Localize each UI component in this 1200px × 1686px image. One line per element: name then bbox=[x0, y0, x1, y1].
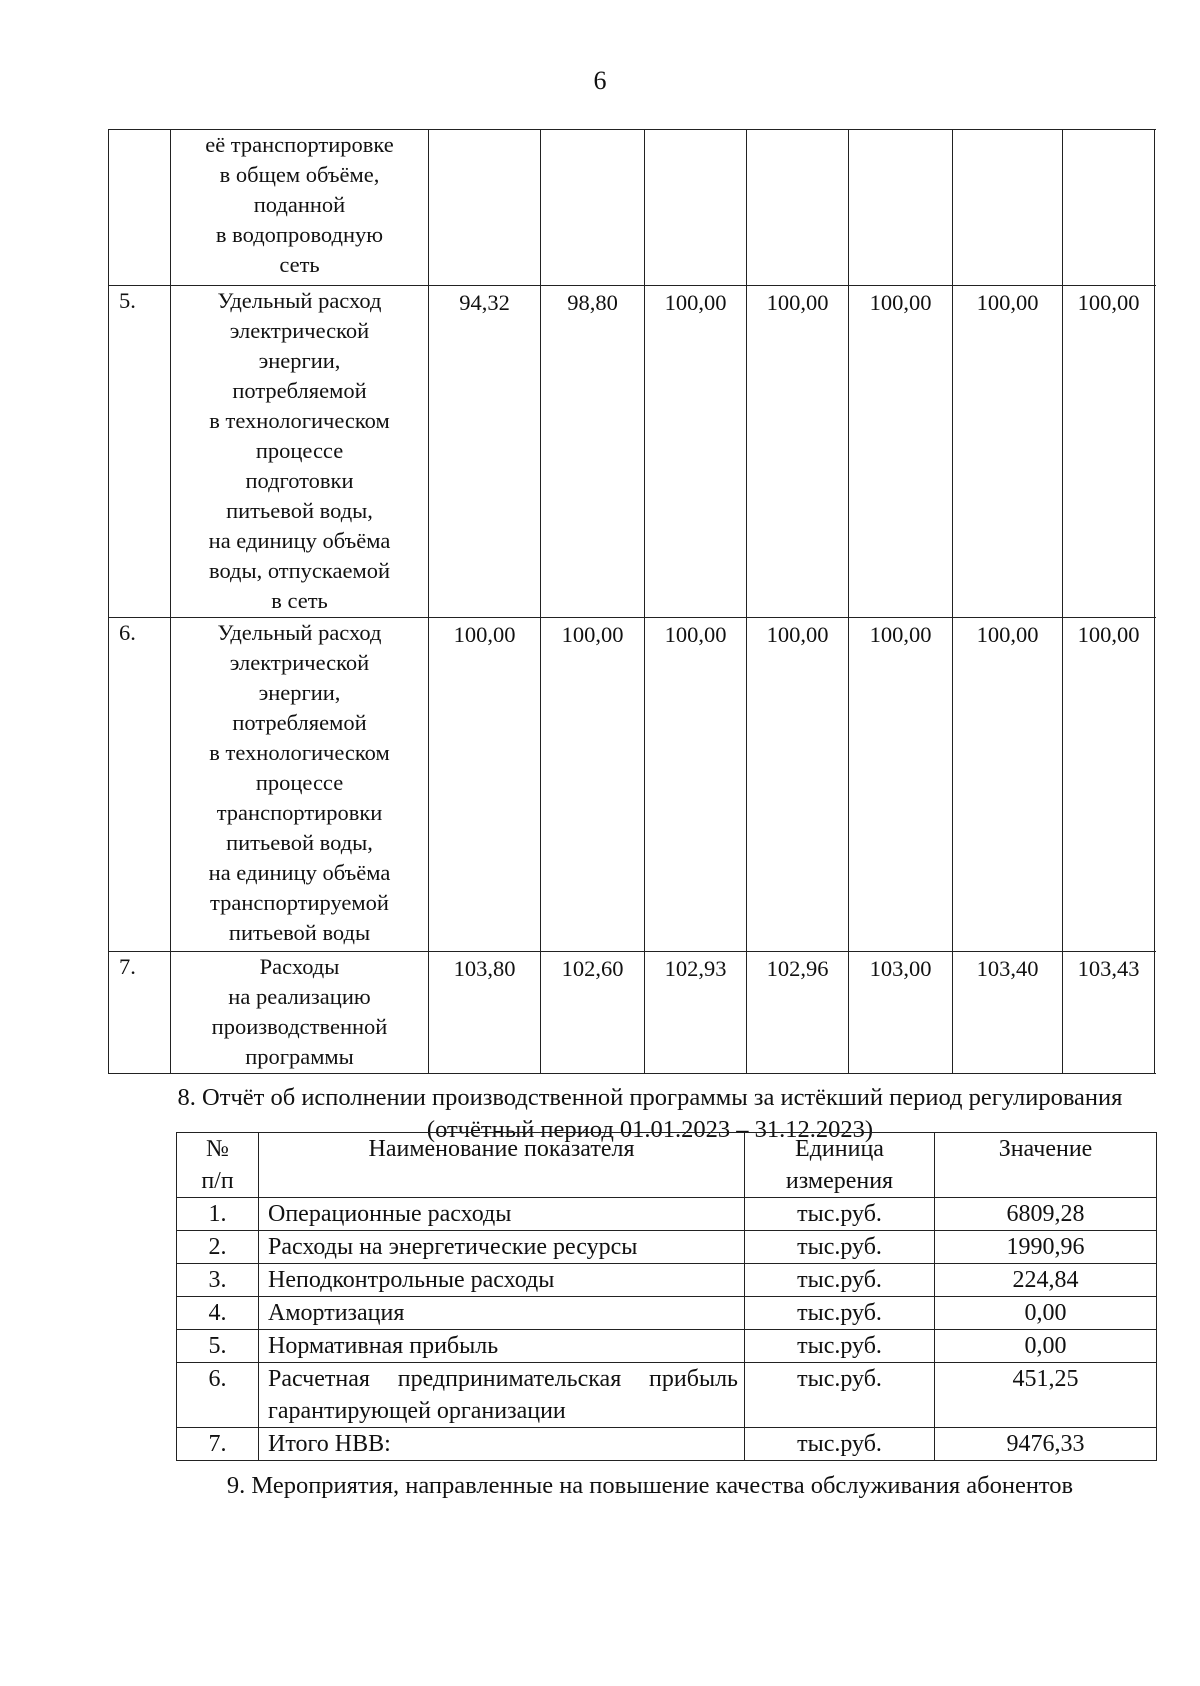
report-table-header-row bbox=[177, 1133, 1157, 1198]
indicator-value bbox=[953, 130, 1063, 286]
indicator-name: её транспортировке в общем объёме, поданной в водопроводную сеть bbox=[171, 130, 429, 286]
report-row-number: 3. bbox=[177, 1264, 259, 1297]
report-row-unit: тыс.руб. bbox=[745, 1297, 935, 1330]
report-row-value: 1990,96 bbox=[935, 1231, 1157, 1264]
indicator-value: 100,00 bbox=[953, 286, 1063, 618]
indicator-row bbox=[109, 618, 1155, 952]
report-row bbox=[177, 1198, 1157, 1231]
indicator-value: 103,40 bbox=[953, 952, 1063, 1074]
indicator-value: 100,00 bbox=[953, 618, 1063, 952]
report-row bbox=[177, 1363, 1157, 1428]
report-row-value: 224,84 bbox=[935, 1264, 1157, 1297]
report-row-number: 5. bbox=[177, 1330, 259, 1363]
indicators-table-body bbox=[109, 130, 1155, 1074]
section-8-heading: 8. Отчёт об исполнении производственной программы за истёкший период регулирования (отчётный период 01.01.2023 – 31.12.2023) bbox=[177, 1084, 1123, 1143]
report-row-number: 7. bbox=[177, 1428, 259, 1461]
report-row-name: Амортизация bbox=[259, 1297, 745, 1330]
indicator-row bbox=[109, 286, 1155, 618]
indicator-row bbox=[109, 952, 1155, 1074]
indicator-value bbox=[849, 130, 953, 286]
indicator-value: 100,00 bbox=[747, 618, 849, 952]
report-row-unit: тыс.руб. bbox=[745, 1363, 935, 1428]
indicator-value: 103,00 bbox=[849, 952, 953, 1074]
report-table bbox=[176, 1132, 1157, 1461]
report-row-number: 4. bbox=[177, 1297, 259, 1330]
section-9-heading: 9. Мероприятия, направленные на повышение качества обслуживания абонентов bbox=[226, 1472, 1074, 1499]
indicators-table bbox=[108, 129, 1155, 1074]
report-row-name: Неподконтрольные расходы bbox=[259, 1264, 745, 1297]
indicator-value: 103,43 bbox=[1063, 952, 1155, 1074]
report-row-unit: тыс.руб. bbox=[745, 1264, 935, 1297]
indicator-name: Расходы на реализацию производственной программы bbox=[171, 952, 429, 1074]
report-row-value: 451,25 bbox=[935, 1363, 1157, 1428]
report-row bbox=[177, 1231, 1157, 1264]
row-number: 7. bbox=[109, 952, 171, 1074]
indicator-value: 94,32 bbox=[429, 286, 541, 618]
report-row-unit: тыс.руб. bbox=[745, 1231, 935, 1264]
report-row-number: 2. bbox=[177, 1231, 259, 1264]
indicator-value bbox=[645, 130, 747, 286]
report-row bbox=[177, 1428, 1157, 1461]
report-row-name: Итого НВВ: bbox=[259, 1428, 745, 1461]
indicator-value bbox=[1063, 130, 1155, 286]
indicator-name: Удельный расход электрической энергии, потребляемой в технологическом процессе подготовки питьевой воды, на единицу объёма воды, отпускаемой в сеть bbox=[171, 286, 429, 618]
report-row-number: 1. bbox=[177, 1198, 259, 1231]
indicator-name: Удельный расход электрической энергии, потребляемой в технологическом процессе транспортировки питьевой воды, на единицу объёма транспортируемой питьевой воды bbox=[171, 618, 429, 952]
indicator-row bbox=[109, 130, 1155, 286]
indicator-value: 100,00 bbox=[645, 618, 747, 952]
report-row-value: 0,00 bbox=[935, 1297, 1157, 1330]
indicator-value bbox=[429, 130, 541, 286]
report-row-number: 6. bbox=[177, 1363, 259, 1428]
indicator-value: 100,00 bbox=[645, 286, 747, 618]
indicator-value: 100,00 bbox=[429, 618, 541, 952]
indicator-value: 102,96 bbox=[747, 952, 849, 1074]
row-number: 5. bbox=[109, 286, 171, 618]
page-number: 6 bbox=[593, 66, 607, 95]
report-row-unit: тыс.руб. bbox=[745, 1428, 935, 1461]
indicator-value: 100,00 bbox=[1063, 618, 1155, 952]
report-row-name: Расходы на энергетические ресурсы bbox=[259, 1231, 745, 1264]
indicator-value: 100,00 bbox=[849, 286, 953, 618]
report-row bbox=[177, 1330, 1157, 1363]
indicator-value bbox=[747, 130, 849, 286]
report-row-value: 0,00 bbox=[935, 1330, 1157, 1363]
header-number: № п/п bbox=[177, 1133, 259, 1198]
report-row bbox=[177, 1297, 1157, 1330]
report-row-name: Расчетная предпринимательская прибыль гарантирующей организации bbox=[259, 1363, 745, 1428]
indicator-value bbox=[541, 130, 645, 286]
report-row-value: 9476,33 bbox=[935, 1428, 1157, 1461]
indicator-value: 102,60 bbox=[541, 952, 645, 1074]
indicator-value: 100,00 bbox=[747, 286, 849, 618]
report-table-body bbox=[177, 1198, 1157, 1461]
header-indicator-name: Наименование показателя bbox=[259, 1133, 745, 1198]
indicator-value: 102,93 bbox=[645, 952, 747, 1074]
report-row-value: 6809,28 bbox=[935, 1198, 1157, 1231]
report-row-unit: тыс.руб. bbox=[745, 1330, 935, 1363]
indicator-value: 100,00 bbox=[1063, 286, 1155, 618]
header-unit: Единица измерения bbox=[745, 1133, 935, 1198]
indicator-value: 103,80 bbox=[429, 952, 541, 1074]
report-row-name: Операционные расходы bbox=[259, 1198, 745, 1231]
row-number: 6. bbox=[109, 618, 171, 952]
indicator-value: 100,00 bbox=[541, 618, 645, 952]
report-row bbox=[177, 1264, 1157, 1297]
indicator-value: 98,80 bbox=[541, 286, 645, 618]
header-value: Значение bbox=[935, 1133, 1157, 1198]
row-number bbox=[109, 130, 171, 286]
report-row-unit: тыс.руб. bbox=[745, 1198, 935, 1231]
report-row-name: Нормативная прибыль bbox=[259, 1330, 745, 1363]
indicator-value: 100,00 bbox=[849, 618, 953, 952]
